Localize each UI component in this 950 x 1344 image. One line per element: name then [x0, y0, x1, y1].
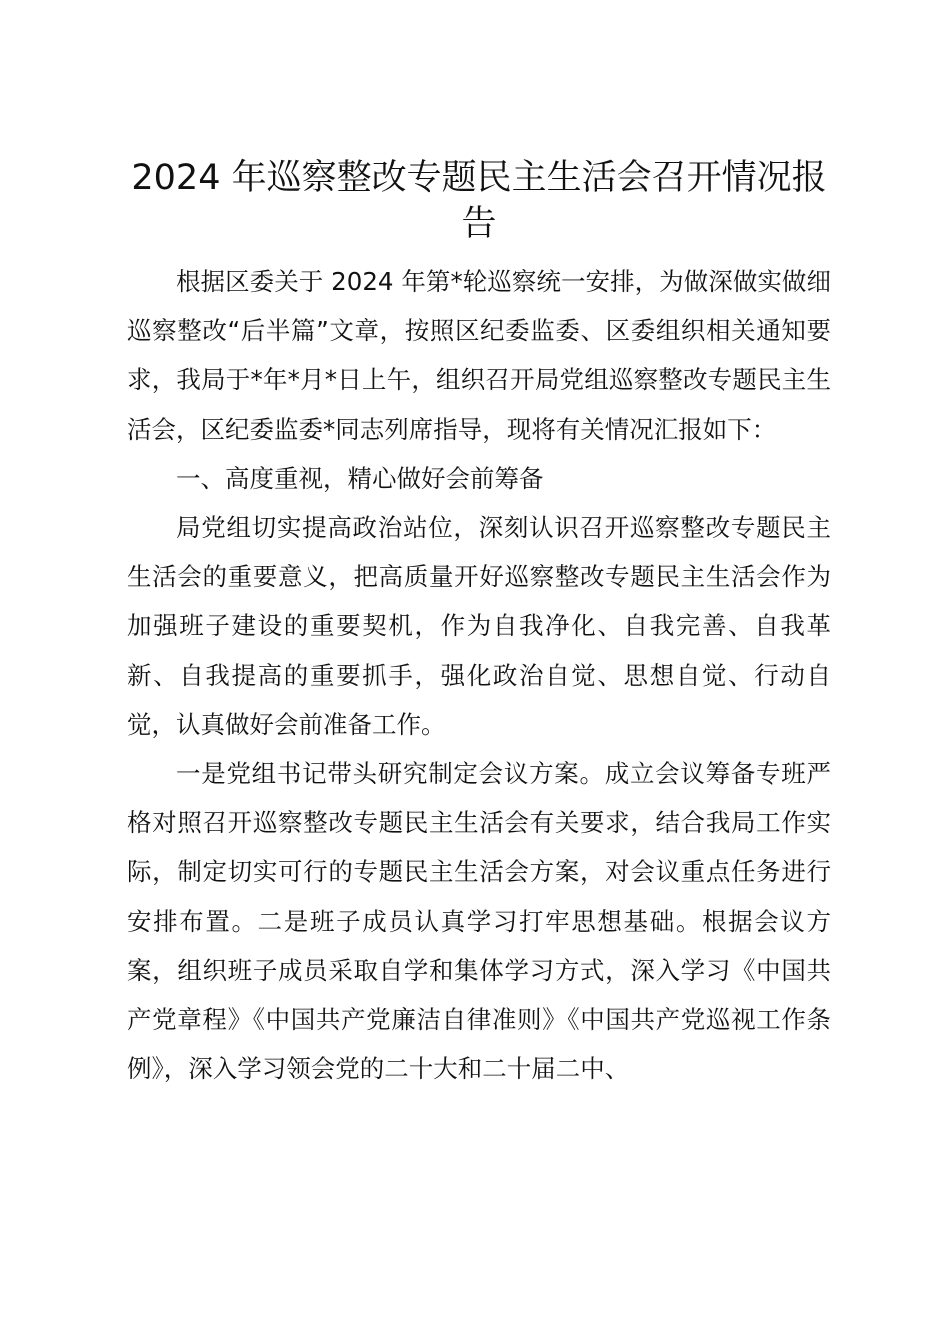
paragraph-measures: 一是党组书记带头研究制定会议方案。成立会议筹备专班严格对照召开巡察整改专题民主生活会有关要求，结合我局工作实际，制定切实可行的专题民主生活会方案，对会议重点任务进行安排布置。二是班子成员认真学习打牢思想基础。根据会议方案，组织班子成员采取自学和集体学习方式，深入学习《中国共产党章程》《中国共产党廉洁自律准则》《中国共产党巡视工作条例》，深入学习领会党的二十大和二十届二中、 [127, 759, 831, 1084]
paragraph-intro: 根据区委关于 2024 年第*轮巡察统一安排，为做深做实做细巡察整改“后半篇”文章，按照区纪委监委、区委组织相关通知要求，我局于*年*月*日上午，组织召开局党组巡察整改专题民主生活会，区纪委监委*同志列席指导，现将有关情况汇报如下： [127, 267, 831, 444]
paragraph-section-1: 局党组切实提高政治站位，深刻认识召开巡察整改专题民主生活会的重要意义，把高质量开好巡察整改专题民主生活会作为加强班子建设的重要契机，作为自我净化、自我完善、自我革新、自我提高的重要抓手，强化政治自觉、思想自觉、行动自觉，认真做好会前准备工作。 [127, 513, 831, 739]
document-title: 2024 年巡察整改专题民主生活会召开情况报告 [131, 158, 827, 244]
section-heading-1: 一、高度重视，精心做好会前筹备 [176, 463, 544, 493]
document-page [127, 155, 831, 1093]
document-body [127, 257, 831, 1093]
